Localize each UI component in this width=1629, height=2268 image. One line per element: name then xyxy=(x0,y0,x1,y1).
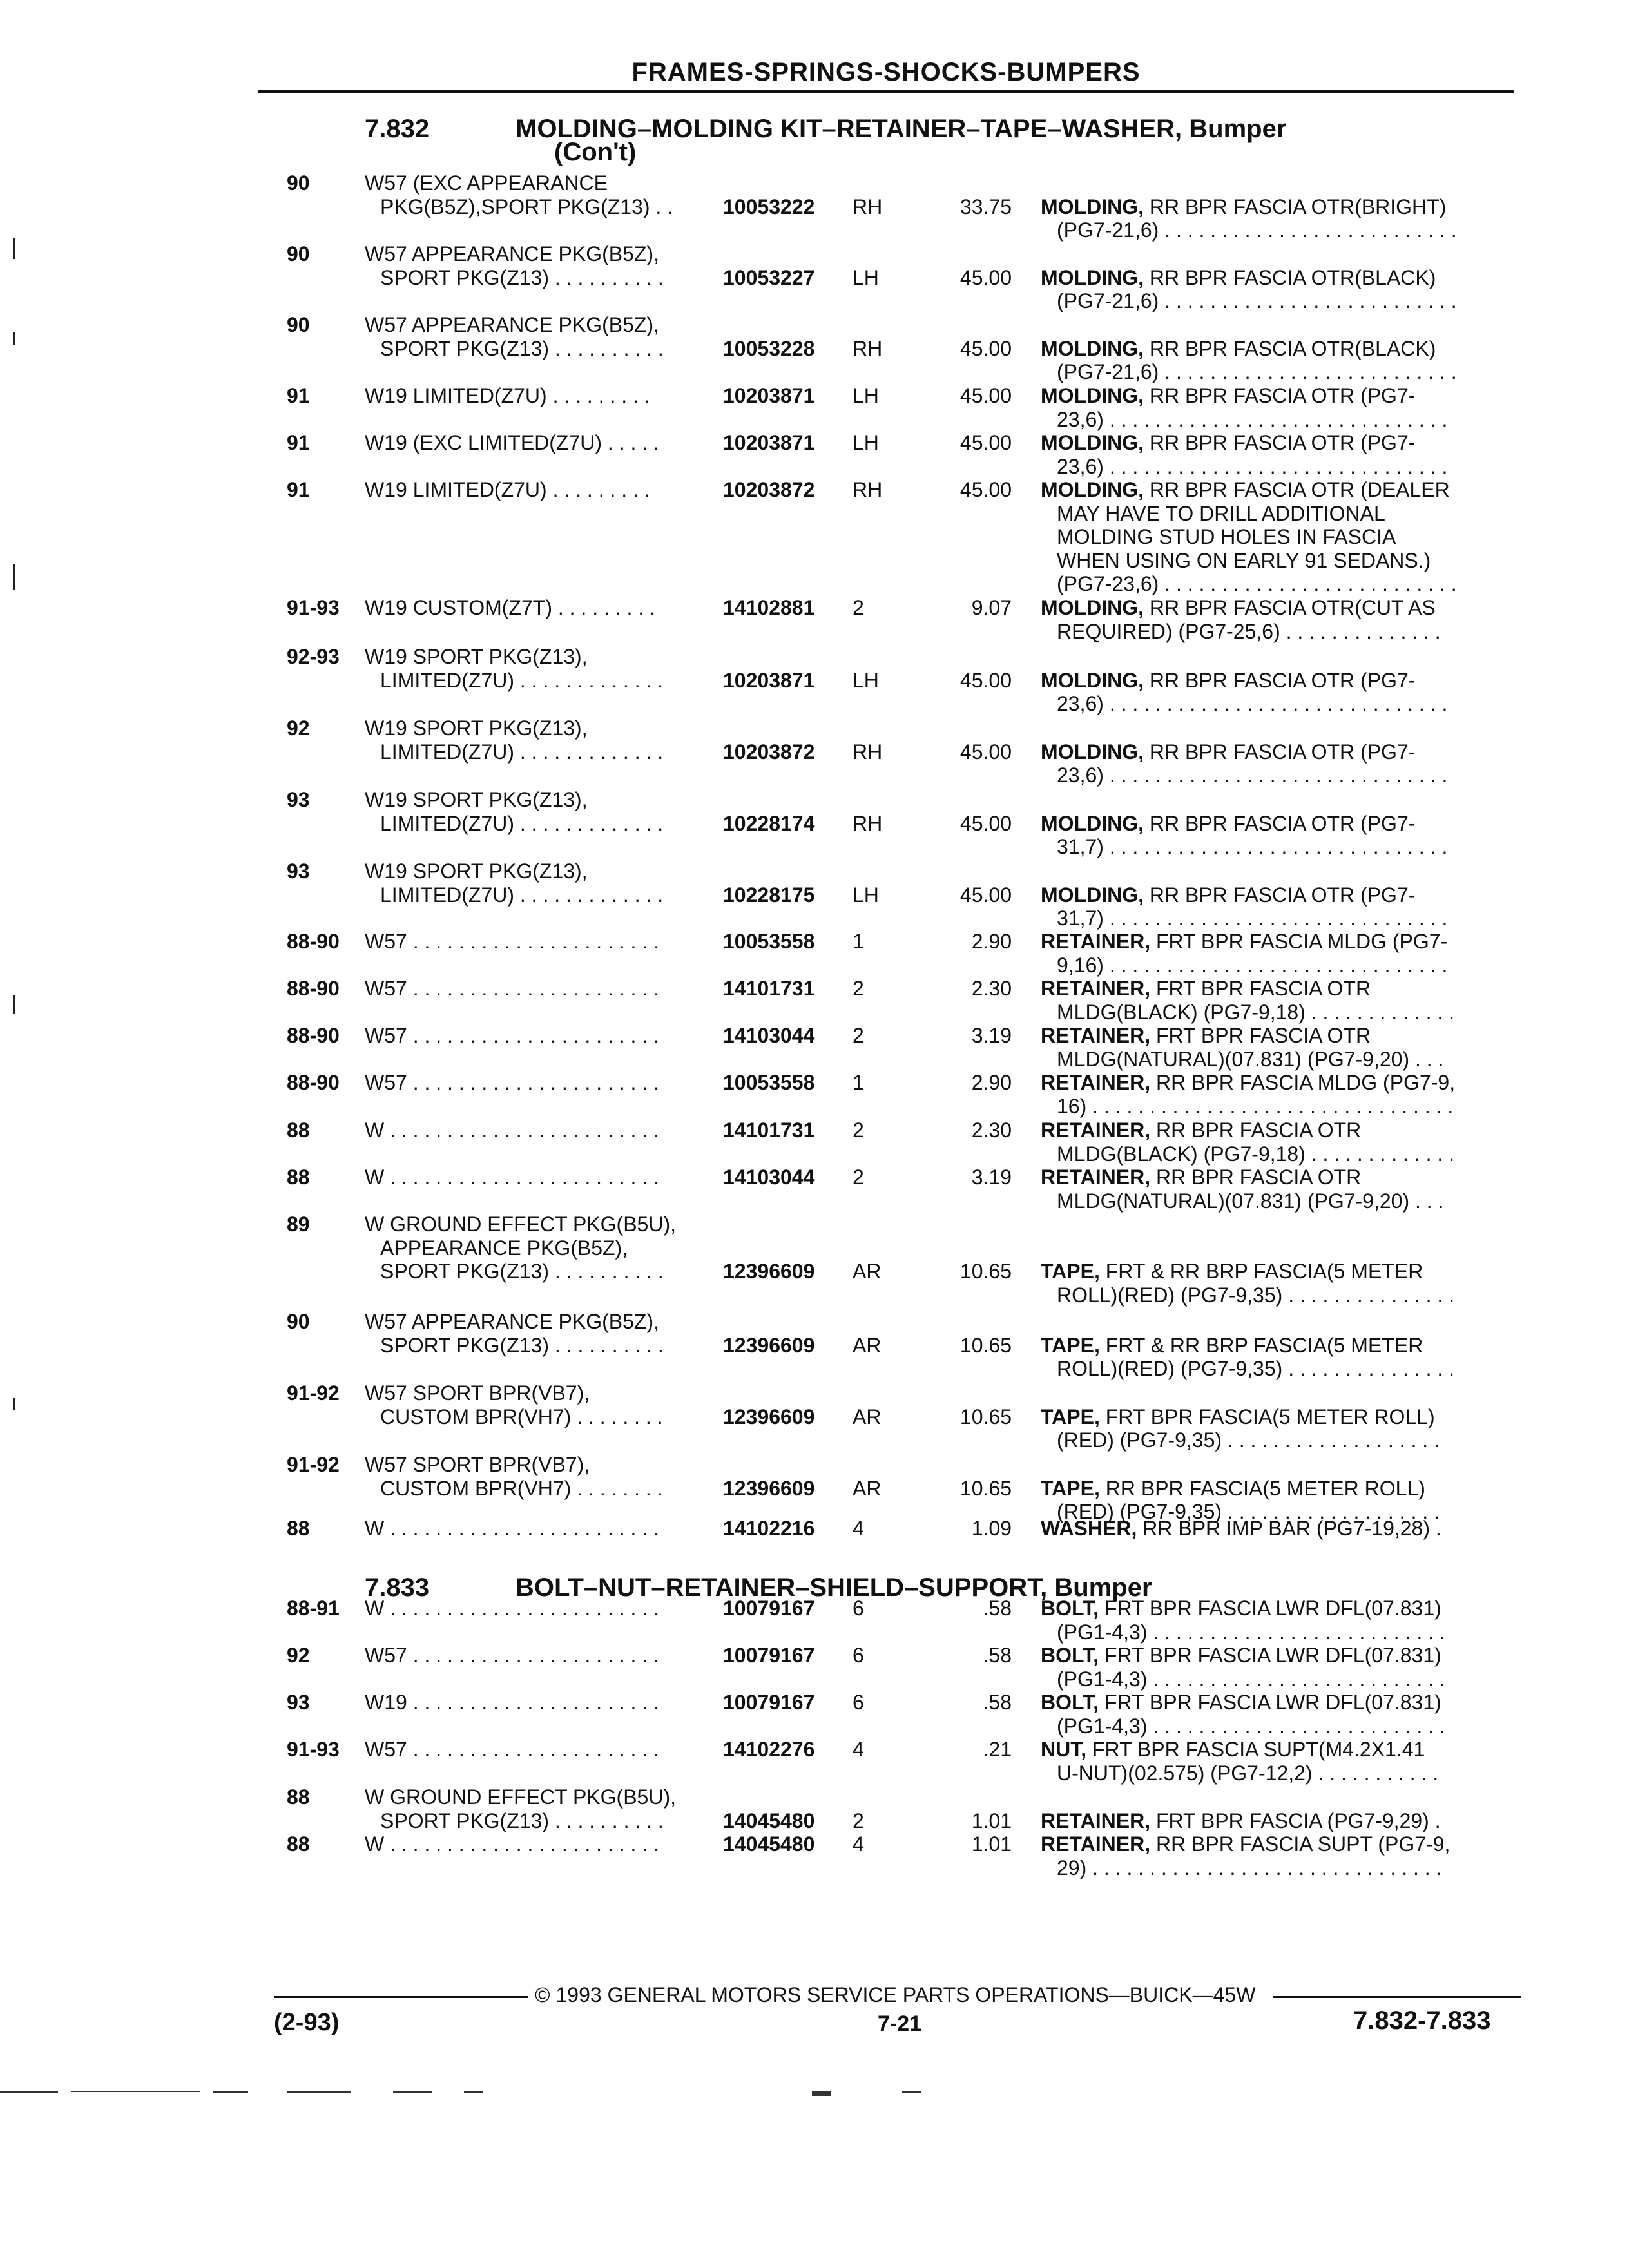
application-line: W57 APPEARANCE PKG(B5Z), xyxy=(365,242,660,265)
description-keyword: MOLDING, xyxy=(1041,336,1144,360)
price: 10.65 xyxy=(959,1260,1012,1283)
description-line: MOLDING, RR BPR FASCIA OTR(BLACK) xyxy=(1041,336,1436,360)
price: 45.00 xyxy=(959,478,1012,501)
quantity: RH xyxy=(853,336,883,360)
description-line: MLDG(NATURAL)(07.831) (PG7-9,20) . . . xyxy=(1057,1047,1444,1071)
price: 2.30 xyxy=(971,977,1012,1000)
description-keyword: RETAINER, xyxy=(1041,977,1151,1000)
description-keyword: BOLT, xyxy=(1041,1691,1099,1714)
description-keyword: MOLDING, xyxy=(1041,431,1144,454)
description-keyword: BOLT, xyxy=(1041,1644,1099,1667)
model-year: 88-90 xyxy=(287,1024,340,1047)
quantity: RH xyxy=(853,811,883,835)
model-year: 88-90 xyxy=(287,930,340,953)
quantity: 2 xyxy=(853,1024,864,1047)
quantity: 6 xyxy=(853,1597,864,1620)
model-year: 91 xyxy=(287,478,310,501)
application-line: W19 SPORT PKG(Z13), xyxy=(365,645,588,668)
model-year: 91-92 xyxy=(287,1381,340,1405)
description-keyword: TAPE, xyxy=(1041,1405,1100,1428)
quantity: AR xyxy=(853,1405,882,1428)
price: 3.19 xyxy=(971,1166,1012,1189)
description-line: MOLDING, RR BPR FASCIA OTR(BLACK) xyxy=(1041,265,1436,289)
price: 1.01 xyxy=(971,1809,1012,1832)
description-line: RETAINER, FRT BPR FASCIA (PG7-9,29) . xyxy=(1041,1809,1441,1832)
description-line: TAPE, FRT BPR FASCIA(5 METER ROLL) xyxy=(1041,1405,1435,1428)
quantity: LH xyxy=(853,883,879,907)
description-keyword: RETAINER, xyxy=(1041,1809,1151,1832)
description-keyword: MOLDING, xyxy=(1041,478,1144,501)
description-line: WASHER, RR BPR IMP BAR (PG7-19,28) . xyxy=(1041,1517,1441,1540)
quantity: 2 xyxy=(853,977,864,1000)
description-line: RETAINER, FRT BPR FASCIA OTR xyxy=(1041,977,1371,1000)
application-line: W . . . . . . . . . . . . . . . . . . . . . . . . xyxy=(365,1832,659,1856)
price: 2.90 xyxy=(971,1071,1012,1094)
quantity: 2 xyxy=(853,1809,864,1832)
margin-mark xyxy=(13,564,15,590)
quantity: AR xyxy=(853,1476,882,1500)
scan-artifact xyxy=(213,2091,248,2093)
description-line: (PG7-21,6) . . . . . . . . . . . . . . . . . . . . . . . . . . xyxy=(1057,289,1457,312)
description-line: RETAINER, RR BPR FASCIA MLDG (PG7-9, xyxy=(1041,1071,1456,1094)
application-line: W57 SPORT BPR(VB7), xyxy=(365,1381,590,1405)
page-header-block xyxy=(258,0,1514,92)
quantity: 2 xyxy=(853,1119,864,1142)
description-line: BOLT, FRT BPR FASCIA LWR DFL(07.831) xyxy=(1041,1597,1441,1620)
model-year: 92-93 xyxy=(287,645,340,668)
application-line: W . . . . . . . . . . . . . . . . . . . . . . . . xyxy=(365,1597,659,1620)
application-line: LIMITED(Z7U) . . . . . . . . . . . . . xyxy=(380,811,664,835)
description-line: BOLT, FRT BPR FASCIA LWR DFL(07.831) xyxy=(1041,1691,1441,1714)
description-line: MOLDING, RR BPR FASCIA OTR (PG7- xyxy=(1041,740,1416,764)
description-line: RETAINER, FRT BPR FASCIA OTR xyxy=(1041,1024,1371,1047)
description-line: TAPE, FRT & RR BRP FASCIA(5 METER xyxy=(1041,1260,1423,1283)
price: 1.01 xyxy=(971,1832,1012,1856)
part-number: 10228174 xyxy=(723,811,815,835)
description-line: ROLL)(RED) (PG7-9,35) . . . . . . . . . . . . . . . xyxy=(1057,1283,1455,1307)
part-number: 10228175 xyxy=(723,883,815,907)
description-keyword: TAPE, xyxy=(1041,1333,1100,1357)
description-line: 16) . . . . . . . . . . . . . . . . . . . . . . . . . . . . . . . . xyxy=(1057,1094,1454,1118)
model-year: 91-92 xyxy=(287,1453,340,1476)
footer-rule-left xyxy=(274,1996,528,1998)
description-keyword: RETAINER, xyxy=(1041,1071,1151,1094)
description-keyword: NUT, xyxy=(1041,1738,1087,1761)
description-keyword: WASHER, xyxy=(1041,1517,1137,1540)
part-number: 14045480 xyxy=(723,1832,815,1856)
price: 45.00 xyxy=(959,336,1012,360)
description-line: MAY HAVE TO DRILL ADDITIONAL xyxy=(1057,501,1385,525)
application-line: SPORT PKG(Z13) . . . . . . . . . . xyxy=(380,1333,664,1357)
description-line: MOLDING, RR BPR FASCIA OTR (PG7- xyxy=(1041,668,1416,692)
model-year: 91 xyxy=(287,384,310,407)
description-line: 31,7) . . . . . . . . . . . . . . . . . . . . . . . . . . . . . . xyxy=(1057,835,1448,858)
quantity: 1 xyxy=(853,930,864,953)
description-keyword: RETAINER, xyxy=(1041,930,1151,953)
model-year: 92 xyxy=(287,1644,310,1667)
model-year: 93 xyxy=(287,788,310,811)
price: .21 xyxy=(983,1738,1012,1761)
price: .58 xyxy=(983,1644,1012,1667)
price: 45.00 xyxy=(959,811,1012,835)
price: 2.30 xyxy=(971,1119,1012,1142)
part-number: 10203872 xyxy=(723,478,815,501)
part-number: 10203871 xyxy=(723,668,815,692)
application-line: SPORT PKG(Z13) . . . . . . . . . . xyxy=(380,1260,664,1283)
part-number: 10053227 xyxy=(723,265,815,289)
description-line: (PG1-4,3) . . . . . . . . . . . . . . . . . . . . . . . . . . xyxy=(1057,1620,1445,1644)
description-keyword: RETAINER, xyxy=(1041,1024,1151,1047)
application-line: W GROUND EFFECT PKG(B5U), xyxy=(365,1785,676,1809)
section-range: 7.832-7.833 xyxy=(1353,2006,1491,2035)
description-keyword: TAPE, xyxy=(1041,1260,1100,1283)
section-title: BOLT–NUT–RETAINER–SHIELD–SUPPORT, Bumper xyxy=(516,1573,1152,1602)
application-line: W19 SPORT PKG(Z13), xyxy=(365,788,588,811)
description-line: 23,6) . . . . . . . . . . . . . . . . . . . . . . . . . . . . . . xyxy=(1057,454,1448,478)
margin-mark xyxy=(13,238,15,259)
quantity: LH xyxy=(853,431,879,454)
model-year: 88-91 xyxy=(287,1597,340,1620)
application-line: SPORT PKG(Z13) . . . . . . . . . . xyxy=(380,336,664,360)
scan-artifact xyxy=(393,2091,432,2093)
part-number: 10053558 xyxy=(723,930,815,953)
quantity: RH xyxy=(853,195,883,218)
description-line: (PG7-21,6) . . . . . . . . . . . . . . . . . . . . . . . . . . xyxy=(1057,360,1457,383)
part-number: 10053222 xyxy=(723,195,815,218)
part-number: 14045480 xyxy=(723,1809,815,1832)
price: 33.75 xyxy=(959,195,1012,218)
part-number: 10079167 xyxy=(723,1691,815,1714)
description-line: (RED) (PG7-9,35) . . . . . . . . . . . . . . . . . . . xyxy=(1057,1428,1440,1452)
description-line: MOLDING, RR BPR FASCIA OTR(CUT AS xyxy=(1041,596,1436,619)
description-line: MOLDING STUD HOLES IN FASCIA xyxy=(1057,525,1396,548)
application-line: CUSTOM BPR(VH7) . . . . . . . . xyxy=(380,1476,663,1500)
description-line: MLDG(BLACK) (PG7-9,18) . . . . . . . . . . . . . xyxy=(1057,1000,1455,1024)
margin-mark xyxy=(13,332,15,345)
page-header: FRAMES-SPRINGS-SHOCKS-BUMPERS xyxy=(631,58,1141,86)
description-keyword: RETAINER, xyxy=(1041,1832,1151,1856)
description-line: MOLDING, RR BPR FASCIA OTR (PG7- xyxy=(1041,431,1416,454)
quantity: 2 xyxy=(853,596,864,619)
part-number: 10053228 xyxy=(723,336,815,360)
description-keyword: MOLDING, xyxy=(1041,384,1144,407)
quantity: 4 xyxy=(853,1832,864,1856)
model-year: 91-93 xyxy=(287,596,340,619)
application-line: W57 . . . . . . . . . . . . . . . . . . . . . . xyxy=(365,1024,659,1047)
part-number: 10079167 xyxy=(723,1597,815,1620)
description-line: MOLDING, RR BPR FASCIA OTR (PG7- xyxy=(1041,883,1416,907)
part-number: 14101731 xyxy=(723,977,815,1000)
scan-artifact xyxy=(0,2091,58,2093)
application-line: CUSTOM BPR(VH7) . . . . . . . . xyxy=(380,1405,663,1428)
description-line: (PG1-4,3) . . . . . . . . . . . . . . . . . . . . . . . . . . xyxy=(1057,1714,1445,1738)
model-year: 92 xyxy=(287,716,310,740)
header-rule xyxy=(258,90,1514,93)
part-number: 14102276 xyxy=(723,1738,815,1761)
model-year: 88-90 xyxy=(287,977,340,1000)
description-keyword: TAPE, xyxy=(1041,1476,1100,1500)
quantity: AR xyxy=(853,1333,882,1357)
description-line: MOLDING, RR BPR FASCIA OTR(BRIGHT) xyxy=(1041,195,1447,218)
model-year: 93 xyxy=(287,860,310,883)
price: .58 xyxy=(983,1597,1012,1620)
model-year: 93 xyxy=(287,1691,310,1714)
price: .58 xyxy=(983,1691,1012,1714)
application-line: W57 . . . . . . . . . . . . . . . . . . . . . . xyxy=(365,1644,659,1667)
quantity: 4 xyxy=(853,1517,864,1540)
description-keyword: MOLDING, xyxy=(1041,265,1144,289)
description-line: ROLL)(RED) (PG7-9,35) . . . . . . . . . . . . . . . xyxy=(1057,1357,1455,1380)
application-line: W GROUND EFFECT PKG(B5U), xyxy=(365,1213,676,1236)
description-line: 23,6) . . . . . . . . . . . . . . . . . . . . . . . . . . . . . . xyxy=(1057,692,1448,715)
quantity: RH xyxy=(853,478,883,501)
description-line: (PG7-23,6) . . . . . . . . . . . . . . . . . . . . . . . . . . xyxy=(1057,572,1457,595)
description-line: U-NUT)(02.575) (PG7-12,2) . . . . . . . . . . . xyxy=(1057,1761,1439,1785)
description-line: WHEN USING ON EARLY 91 SEDANS.) xyxy=(1057,548,1431,572)
model-year: 90 xyxy=(287,242,310,265)
description-line: REQUIRED) (PG7-25,6) . . . . . . . . . . . . . . xyxy=(1057,619,1441,643)
model-year: 88 xyxy=(287,1832,310,1856)
description-line: BOLT, FRT BPR FASCIA LWR DFL(07.831) xyxy=(1041,1644,1441,1667)
section-title-continued: (Con't) xyxy=(554,138,637,166)
footer-date: (2-93) xyxy=(274,2009,340,2036)
application-line: APPEARANCE PKG(B5Z), xyxy=(380,1236,628,1260)
application-line: W19 . . . . . . . . . . . . . . . . . . . . . . xyxy=(365,1691,659,1714)
part-number: 12396609 xyxy=(723,1260,815,1283)
application-line: W19 LIMITED(Z7U) . . . . . . . . . xyxy=(365,478,650,501)
footer-rule-right xyxy=(1273,1996,1521,1998)
part-number: 14103044 xyxy=(723,1166,815,1189)
price: 10.65 xyxy=(959,1405,1012,1428)
description-line: 31,7) . . . . . . . . . . . . . . . . . . . . . . . . . . . . . . xyxy=(1057,907,1448,930)
description-line: MOLDING, RR BPR FASCIA OTR (PG7- xyxy=(1041,811,1416,835)
application-line: W57 . . . . . . . . . . . . . . . . . . . . . . xyxy=(365,977,659,1000)
application-line: W19 SPORT PKG(Z13), xyxy=(365,860,588,883)
model-year: 88 xyxy=(287,1166,310,1189)
section-number: 7.833 xyxy=(365,1573,430,1602)
quantity: 2 xyxy=(853,1166,864,1189)
application-line: LIMITED(Z7U) . . . . . . . . . . . . . xyxy=(380,883,664,907)
description-line: MLDG(BLACK) (PG7-9,18) . . . . . . . . . . . . . xyxy=(1057,1142,1455,1166)
application-line: W57 APPEARANCE PKG(B5Z), xyxy=(365,313,660,336)
description-keyword: MOLDING, xyxy=(1041,740,1144,764)
price: 45.00 xyxy=(959,740,1012,764)
description-line: RETAINER, RR BPR FASCIA SUPT (PG7-9, xyxy=(1041,1832,1451,1856)
description-line: (RED) (PG7-9,35) . . . . . . . . . . . . . . . . . . . xyxy=(1057,1500,1440,1523)
model-year: 89 xyxy=(287,1213,310,1236)
application-line: SPORT PKG(Z13) . . . . . . . . . . xyxy=(380,1809,664,1832)
application-line: W57 APPEARANCE PKG(B5Z), xyxy=(365,1310,660,1333)
description-line: NUT, FRT BPR FASCIA SUPT(M4.2X1.41 xyxy=(1041,1738,1425,1761)
price: 2.90 xyxy=(971,930,1012,953)
application-line: SPORT PKG(Z13) . . . . . . . . . . xyxy=(380,265,664,289)
description-keyword: MOLDING, xyxy=(1041,883,1144,907)
scan-artifact xyxy=(812,2091,831,2096)
description-line: 23,6) . . . . . . . . . . . . . . . . . . . . . . . . . . . . . . xyxy=(1057,764,1448,787)
scan-artifact xyxy=(464,2091,483,2093)
section-title: MOLDING–MOLDING KIT–RETAINER–TAPE–WASHER, Bumper xyxy=(516,115,1287,143)
part-number: 10053558 xyxy=(723,1071,815,1094)
part-number: 14103044 xyxy=(723,1024,815,1047)
quantity: 6 xyxy=(853,1644,864,1667)
part-number: 12396609 xyxy=(723,1333,815,1357)
section-number: 7.832 xyxy=(365,115,430,143)
description-line: 9,16) . . . . . . . . . . . . . . . . . . . . . . . . . . . . . . xyxy=(1057,953,1448,977)
description-line: RETAINER, RR BPR FASCIA OTR xyxy=(1041,1119,1362,1142)
quantity: LH xyxy=(853,265,879,289)
model-year: 90 xyxy=(287,313,310,336)
quantity: LH xyxy=(853,384,879,407)
model-year: 90 xyxy=(287,171,310,195)
description-keyword: MOLDING, xyxy=(1041,811,1144,835)
model-year: 88 xyxy=(287,1119,310,1142)
price: 1.09 xyxy=(971,1517,1012,1540)
price: 45.00 xyxy=(959,668,1012,692)
application-line: W . . . . . . . . . . . . . . . . . . . . . . . . xyxy=(365,1119,659,1142)
price: 9.07 xyxy=(971,596,1012,619)
scan-artifact xyxy=(71,2091,200,2092)
quantity: 4 xyxy=(853,1738,864,1761)
model-year: 88 xyxy=(287,1785,310,1809)
price: 45.00 xyxy=(959,384,1012,407)
quantity: 1 xyxy=(853,1071,864,1094)
application-line: W . . . . . . . . . . . . . . . . . . . . . . . . xyxy=(365,1517,659,1540)
quantity: RH xyxy=(853,740,883,764)
description-line: 23,6) . . . . . . . . . . . . . . . . . . . . . . . . . . . . . . xyxy=(1057,407,1448,431)
model-year: 88-90 xyxy=(287,1071,340,1094)
copyright: © 1993 GENERAL MOTORS SERVICE PARTS OPERATIONS—BUICK—45W xyxy=(535,1983,1256,2006)
application-line: W57 (EXC APPEARANCE xyxy=(365,171,608,195)
part-number: 14101731 xyxy=(723,1119,815,1142)
price: 10.65 xyxy=(959,1476,1012,1500)
part-number: 14102216 xyxy=(723,1517,815,1540)
scan-artifact xyxy=(902,2091,921,2093)
description-line: RETAINER, FRT BPR FASCIA MLDG (PG7- xyxy=(1041,930,1448,953)
part-number: 10203872 xyxy=(723,740,815,764)
part-number: 10079167 xyxy=(723,1644,815,1667)
application-line: LIMITED(Z7U) . . . . . . . . . . . . . xyxy=(380,668,664,692)
price: 45.00 xyxy=(959,265,1012,289)
description-line: MOLDING, RR BPR FASCIA OTR (DEALER xyxy=(1041,478,1450,501)
application-line: W . . . . . . . . . . . . . . . . . . . . . . . . xyxy=(365,1166,659,1189)
description-line: MLDG(NATURAL)(07.831) (PG7-9,20) . . . xyxy=(1057,1189,1444,1213)
description-keyword: MOLDING, xyxy=(1041,195,1144,218)
description-keyword: MOLDING, xyxy=(1041,668,1144,692)
part-number: 10203871 xyxy=(723,384,815,407)
application-line: W57 . . . . . . . . . . . . . . . . . . . . . . xyxy=(365,1738,659,1761)
margin-mark xyxy=(13,995,15,1014)
description-line: (PG1-4,3) . . . . . . . . . . . . . . . . . . . . . . . . . . xyxy=(1057,1667,1445,1691)
description-keyword: RETAINER, xyxy=(1041,1119,1151,1142)
description-line: TAPE, FRT & RR BRP FASCIA(5 METER xyxy=(1041,1333,1423,1357)
model-year: 91-93 xyxy=(287,1738,340,1761)
part-number: 14102881 xyxy=(723,596,815,619)
application-line: W19 (EXC LIMITED(Z7U) . . . . . xyxy=(365,431,659,454)
description-line: (PG7-21,6) . . . . . . . . . . . . . . . . . . . . . . . . . . xyxy=(1057,218,1457,242)
application-line: W57 . . . . . . . . . . . . . . . . . . . . . . xyxy=(365,930,659,953)
application-line: W57 SPORT BPR(VB7), xyxy=(365,1453,590,1476)
description-keyword: BOLT, xyxy=(1041,1597,1099,1620)
application-line: LIMITED(Z7U) . . . . . . . . . . . . . xyxy=(380,740,664,764)
description-line: RETAINER, RR BPR FASCIA OTR xyxy=(1041,1166,1362,1189)
page-number: 7-21 xyxy=(878,2012,922,2036)
quantity: 6 xyxy=(853,1691,864,1714)
price: 45.00 xyxy=(959,431,1012,454)
description-keyword: RETAINER, xyxy=(1041,1166,1151,1189)
description-line: 29) . . . . . . . . . . . . . . . . . . . . . . . . . . . . . . . xyxy=(1057,1856,1442,1879)
margin-mark xyxy=(13,1398,15,1410)
quantity: LH xyxy=(853,668,879,692)
part-number: 10203871 xyxy=(723,431,815,454)
application-line: W19 CUSTOM(Z7T) . . . . . . . . . xyxy=(365,596,655,619)
application-line: W19 LIMITED(Z7U) . . . . . . . . . xyxy=(365,384,650,407)
model-year: 88 xyxy=(287,1517,310,1540)
scan-artifact xyxy=(287,2091,351,2093)
application-line: W19 SPORT PKG(Z13), xyxy=(365,716,588,740)
model-year: 90 xyxy=(287,1310,310,1333)
price: 45.00 xyxy=(959,883,1012,907)
description-line: TAPE, RR BPR FASCIA(5 METER ROLL) xyxy=(1041,1476,1425,1500)
quantity: AR xyxy=(853,1260,882,1283)
part-number: 12396609 xyxy=(723,1405,815,1428)
description-keyword: MOLDING, xyxy=(1041,596,1144,619)
part-number: 12396609 xyxy=(723,1476,815,1500)
description-line: MOLDING, RR BPR FASCIA OTR (PG7- xyxy=(1041,384,1416,407)
price: 10.65 xyxy=(959,1333,1012,1357)
application-line: W57 . . . . . . . . . . . . . . . . . . . . . . xyxy=(365,1071,659,1094)
price: 3.19 xyxy=(971,1024,1012,1047)
model-year: 91 xyxy=(287,431,310,454)
application-line: PKG(B5Z),SPORT PKG(Z13) . . xyxy=(380,195,673,218)
